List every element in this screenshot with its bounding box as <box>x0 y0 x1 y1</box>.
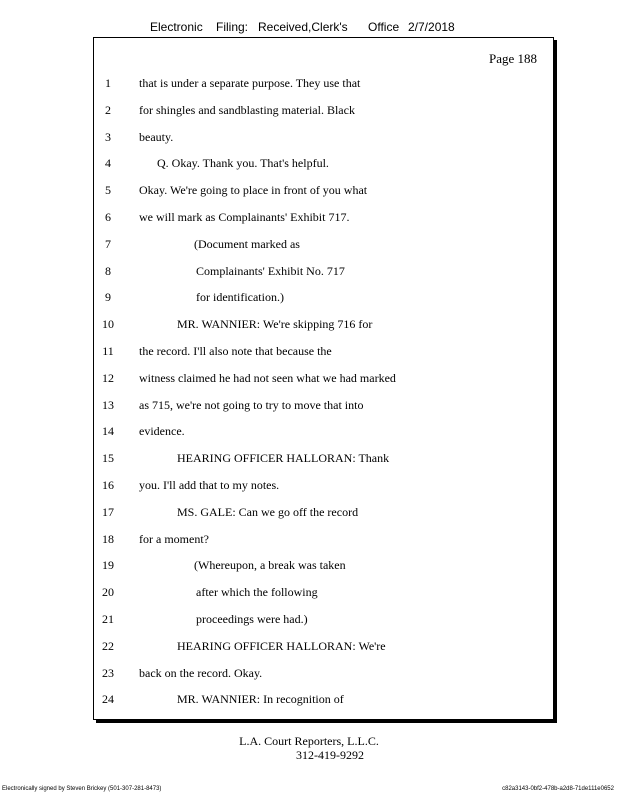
transcript-line <box>94 583 553 610</box>
line-text: for a moment? <box>139 531 209 546</box>
line-text: MR. WANNIER: In recognition of <box>177 692 344 707</box>
transcript-line <box>94 556 553 583</box>
header-office: Office <box>368 20 400 34</box>
line-number: 21 <box>102 611 114 626</box>
line-text: witness claimed he had not seen what we had marked <box>139 370 396 385</box>
line-text: MR. WANNIER: We're skipping 716 for <box>177 317 373 332</box>
header-filing: Filing: <box>216 20 249 34</box>
page-number: Page 188 <box>488 51 537 66</box>
line-number: 24 <box>102 692 114 707</box>
line-number: 18 <box>102 531 114 546</box>
line-text: the record. I'll also note that because the <box>139 343 332 358</box>
transcript-line <box>94 369 553 396</box>
line-number: 20 <box>102 585 114 600</box>
transcript-line <box>94 449 553 476</box>
line-text: back on the record. Okay. <box>139 665 263 680</box>
line-number: 1 <box>105 76 111 90</box>
line-number: 7 <box>105 236 111 251</box>
transcript-line <box>94 288 553 315</box>
transcript-line <box>94 530 553 557</box>
transcript-lines <box>94 74 553 717</box>
reporter-footer <box>0 734 618 762</box>
line-number: 11 <box>102 343 114 358</box>
line-number: 19 <box>102 558 114 573</box>
line-number: 3 <box>105 129 111 144</box>
line-text: Q. Okay. Thank you. That's helpful. <box>157 156 329 171</box>
line-number: 8 <box>105 263 111 278</box>
transcript-line <box>94 610 553 637</box>
transcript-line <box>94 128 553 155</box>
line-text: Complainants' Exhibit No. 717 <box>196 263 345 278</box>
transcript-line <box>94 637 553 664</box>
document-hash: c82a3143-0bf2-478b-a2d8-71de111e0652 <box>502 786 614 792</box>
line-text: that is under a separate purpose. They use that <box>139 76 361 90</box>
line-text: beauty. <box>139 129 174 144</box>
line-number: 16 <box>102 477 114 492</box>
line-text: proceedings were had.) <box>196 611 308 626</box>
transcript-page <box>93 37 554 720</box>
line-text: MS. GALE: Can we go off the record <box>177 504 359 519</box>
filing-header <box>150 20 455 34</box>
line-number: 13 <box>102 397 114 412</box>
transcript-line <box>94 262 553 289</box>
header-date: 2/7/2018 <box>408 20 455 34</box>
line-number: 6 <box>105 209 111 224</box>
transcript-line <box>94 154 553 181</box>
transcript-line <box>94 208 553 235</box>
line-number: 12 <box>102 370 114 385</box>
transcript-line <box>94 342 553 369</box>
line-text: (Document marked as <box>194 236 300 251</box>
transcript-line <box>94 396 553 423</box>
transcript-line <box>94 664 553 691</box>
transcript-line <box>94 315 553 342</box>
transcript-line <box>94 235 553 262</box>
line-text: you. I'll add that to my notes. <box>139 477 280 492</box>
line-number: 2 <box>105 102 111 117</box>
line-text: HEARING OFFICER HALLORAN: We're <box>177 638 386 653</box>
line-number: 15 <box>102 451 114 466</box>
line-number: 4 <box>105 156 111 171</box>
transcript-line <box>94 74 553 101</box>
electronic-signature: Electronically signed by Steven Brickey (501-307-281-8473) <box>2 786 162 792</box>
transcript-line <box>94 422 553 449</box>
line-text: we will mark as Complainants' Exhibit 717. <box>139 209 350 224</box>
transcript-line <box>94 181 553 208</box>
transcript-line <box>94 101 553 128</box>
line-number: 22 <box>102 638 114 653</box>
line-text: as 715, we're not going to try to move that into <box>139 397 364 412</box>
line-text: HEARING OFFICER HALLORAN: Thank <box>177 451 390 466</box>
line-text: Okay. We're going to place in front of you what <box>139 183 368 198</box>
line-text: for shingles and sandblasting material. Black <box>139 102 355 117</box>
reporter-phone: 312-419-9292 <box>296 748 364 762</box>
line-number: 10 <box>102 317 114 332</box>
line-text: after which the following <box>196 585 318 600</box>
header-electronic: Electronic <box>150 20 203 34</box>
line-number: 9 <box>105 290 111 305</box>
transcript-line <box>94 476 553 503</box>
transcript-line <box>94 690 553 717</box>
line-number: 5 <box>105 183 111 198</box>
line-text: evidence. <box>139 424 185 439</box>
line-number: 23 <box>102 665 114 680</box>
line-text: (Whereupon, a break was taken <box>194 558 346 573</box>
line-number: 14 <box>102 424 114 439</box>
line-number: 17 <box>102 504 114 519</box>
header-received: Received,Clerk's <box>258 20 348 34</box>
reporter-name: L.A. Court Reporters, L.L.C. <box>239 734 379 748</box>
line-text: for identification.) <box>196 290 284 305</box>
transcript-line <box>94 503 553 530</box>
